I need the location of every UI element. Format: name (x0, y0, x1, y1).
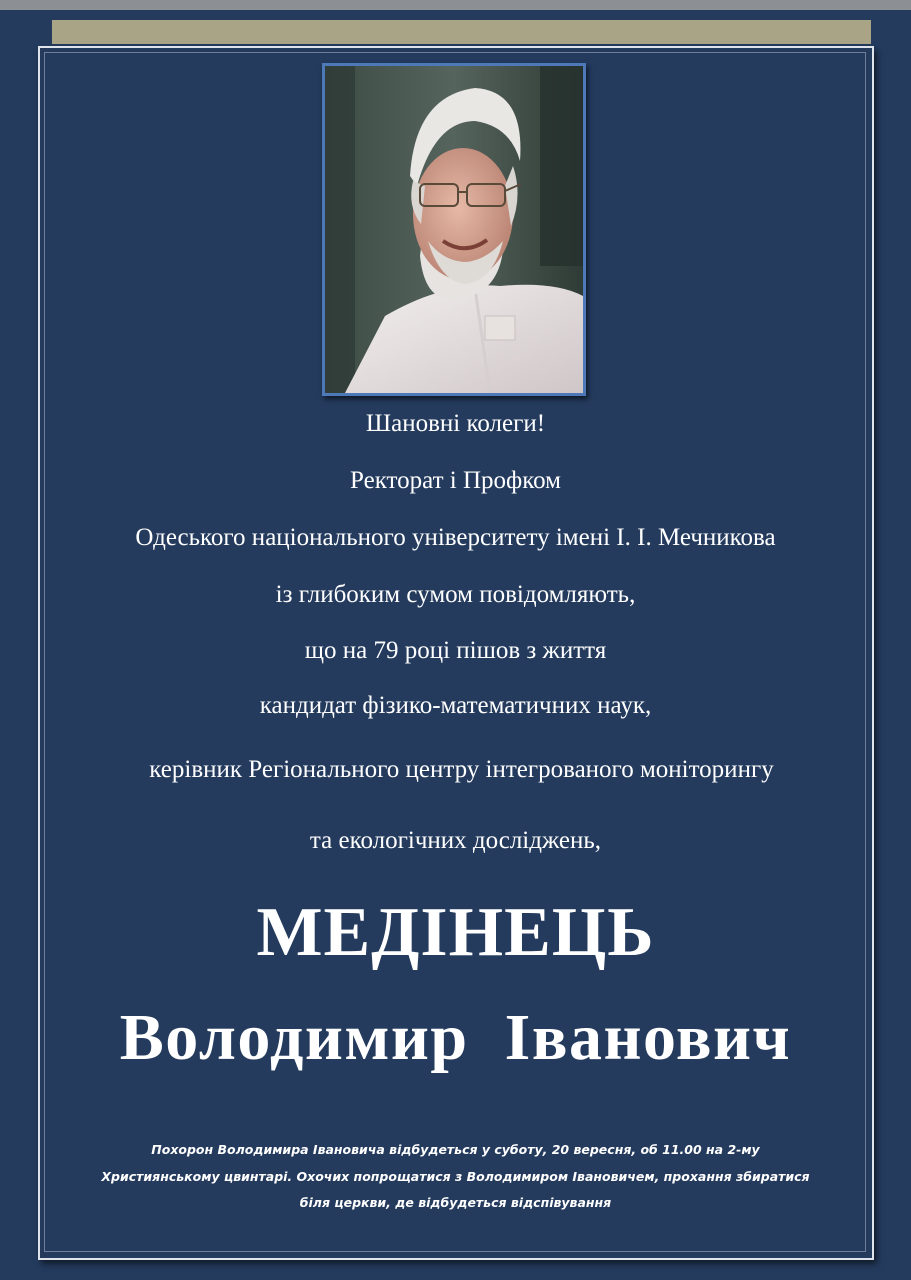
portrait-photo (322, 63, 586, 396)
position-text-line2: та екологічних досліджень, (309, 827, 602, 854)
announcement-text: із глибоким сумом повідомляють, (275, 581, 636, 608)
age-text: що на 79 році пішов з життя (304, 637, 607, 664)
funeral-notice-line1: Похорон Володимира Івановича відбудеться у суботу, 20 вересня, об 11.00 на 2-му (151, 1142, 760, 1157)
position-text-line1: керівник Регіонального центру інтегрованого моніторингу (149, 756, 774, 783)
from-text: Ректорат і Профком (350, 467, 561, 494)
institution-text: Одеського національного університету імені І. І. Мечникова (135, 524, 776, 551)
top-strip (0, 0, 911, 10)
given-names: Володимир Іванович (119, 1001, 792, 1074)
funeral-notice-line2: Християнському цвинтарі. Охочих попрощатися з Володимиром Івановичем, прохання збиратися (101, 1169, 810, 1184)
funeral-notice-line3: біля церкви, де відбудеться відспівування (299, 1195, 612, 1210)
surname: МЕДІНЕЦЬ (256, 894, 655, 971)
greeting-text: Шановні колеги! (365, 410, 546, 437)
gold-accent-bar (52, 20, 871, 44)
degree-text: кандидат фізико-математичних наук, (259, 692, 652, 719)
